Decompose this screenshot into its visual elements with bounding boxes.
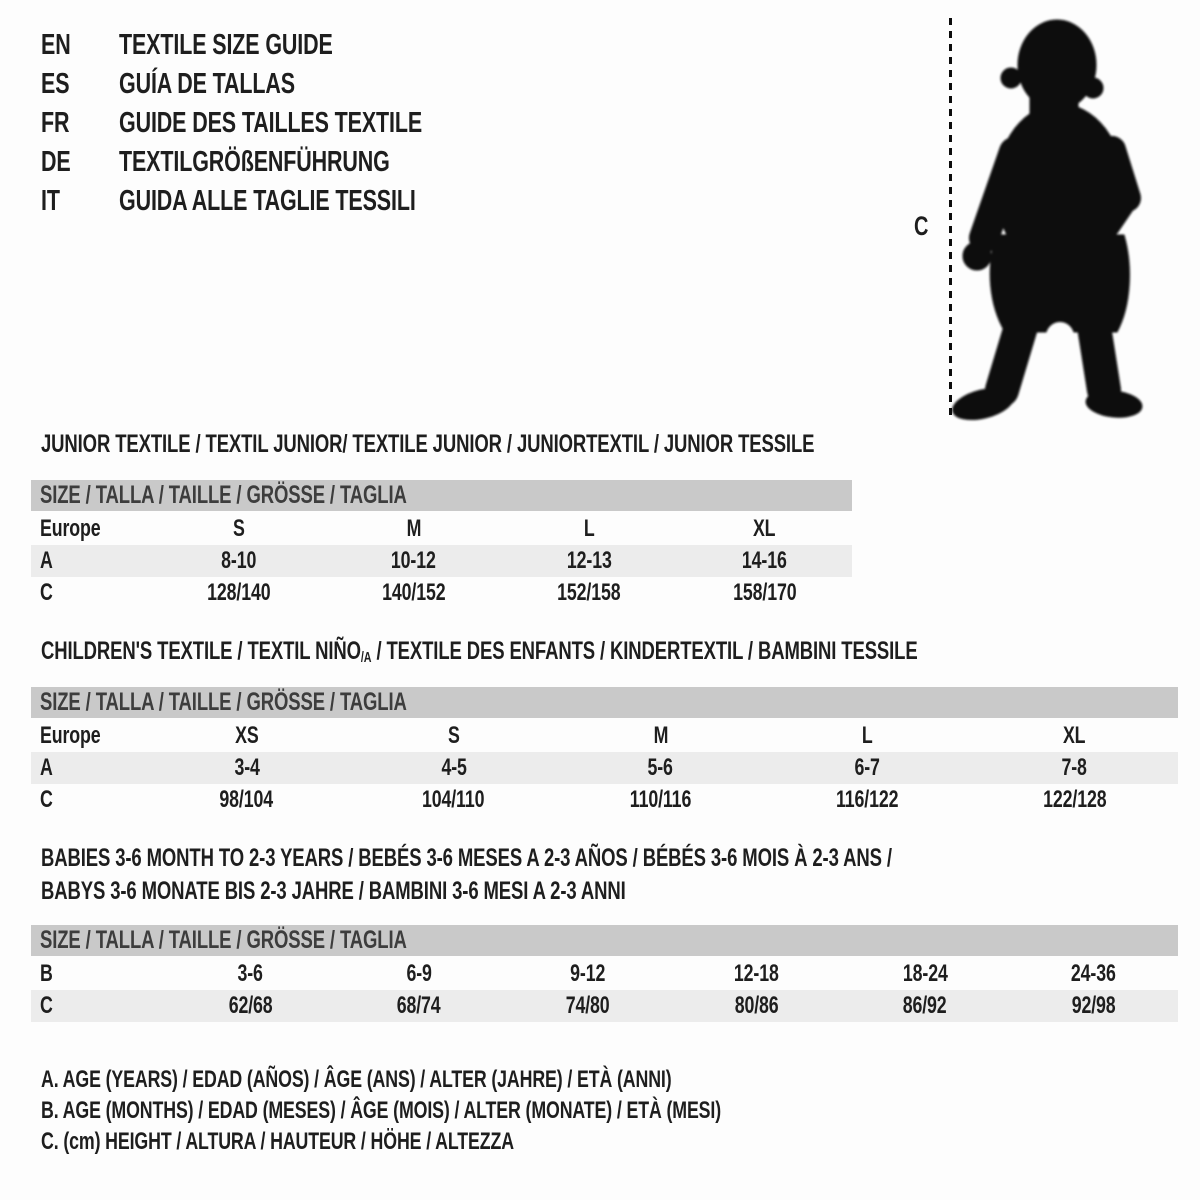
size-value-cell (151, 547, 326, 575)
cell-text: 3-4 (234, 754, 260, 781)
table-row (31, 784, 1178, 816)
cell-text: S (232, 515, 245, 542)
cell-text: 110/116 (629, 786, 692, 813)
cell-text: 5-6 (647, 754, 674, 781)
cell-text: 4-5 (440, 754, 467, 781)
cell-text: 86/92 (903, 992, 947, 1019)
size-header-bar-text: SIZE / TALLA / TAILLE / GRÖSSE / TAGLIA (40, 481, 407, 509)
cell-text: L (862, 722, 873, 749)
size-value-cell (326, 515, 501, 543)
junior-section-title-text: JUNIOR TEXTILE / TEXTIL JUNIOR/ TEXTILE JUNIOR / JUNIORTEXTIL / JUNIOR TESSILE (41, 430, 815, 458)
junior-size-table (31, 480, 852, 609)
table-row (31, 752, 1178, 784)
cell-text: C (40, 579, 53, 606)
size-value-cell (143, 754, 350, 782)
size-value-cell (557, 754, 764, 782)
children-title-post: / TEXTILE DES ENFANTS / KINDERTEXTIL / BAMBINI TESSILE (371, 637, 918, 665)
size-value-cell (971, 754, 1178, 782)
cell-text: XL (1063, 722, 1086, 749)
language-row (41, 104, 529, 143)
language-code: ES (41, 68, 70, 100)
measure-label-text: C (914, 211, 929, 241)
language-title-list (41, 26, 529, 221)
row-label-cell (31, 515, 151, 543)
size-header-bar-text: SIZE / TALLA / TAILLE / GRÖSSE / TAGLIA (40, 926, 407, 954)
size-value-cell (672, 992, 841, 1020)
table-row (31, 990, 1178, 1022)
cell-text: 152/158 (557, 579, 621, 606)
cell-text: 9-12 (570, 960, 606, 987)
size-value-cell (326, 547, 501, 575)
cell-text: 7-8 (1061, 754, 1088, 781)
row-label-cell (31, 579, 151, 607)
size-value-cell (143, 786, 350, 814)
size-value-cell (335, 960, 504, 988)
table-row (31, 545, 852, 577)
language-code: DE (41, 146, 71, 178)
size-value-cell (841, 960, 1010, 988)
size-value-cell (557, 786, 764, 814)
language-code: EN (41, 29, 71, 61)
cell-text: 158/170 (732, 579, 797, 606)
cell-text: Europe (40, 515, 101, 542)
table-row (31, 720, 1178, 752)
size-header-bar (31, 925, 1178, 956)
cell-text: 6-9 (406, 960, 432, 987)
size-value-cell (350, 722, 557, 750)
cell-text: 8-10 (220, 547, 257, 574)
cell-text: 104/110 (422, 786, 485, 813)
cell-text: S (447, 722, 460, 749)
cell-text: 62/68 (228, 992, 273, 1019)
cell-text: 14-16 (741, 547, 787, 574)
language-row (41, 65, 529, 104)
size-value-cell (166, 960, 335, 988)
table-row (31, 513, 852, 545)
cell-text: C (40, 992, 53, 1019)
size-value-cell (151, 515, 326, 543)
size-value-cell (677, 547, 852, 575)
cell-text: 12-13 (566, 547, 612, 574)
cell-text: 80/86 (734, 992, 779, 1019)
children-section-title (41, 638, 1200, 668)
babies-size-table (31, 925, 1178, 1022)
size-value-cell (677, 515, 852, 543)
children-title-pre: CHILDREN'S TEXTILE / TEXTIL NIÑO (41, 637, 361, 665)
size-value-cell (335, 992, 504, 1020)
table-row (31, 577, 852, 609)
babies-section-title (41, 842, 1191, 908)
size-value-cell (971, 786, 1178, 814)
size-value-cell (764, 754, 971, 782)
row-label-cell (31, 992, 166, 1020)
cell-text: L (583, 515, 595, 542)
cell-text: 18-24 (902, 960, 948, 987)
size-value-cell (501, 547, 676, 575)
size-header-bar-text: SIZE / TALLA / TAILLE / GRÖSSE / TAGLIA (40, 688, 407, 716)
cell-text: 3-6 (237, 960, 264, 987)
size-value-cell (166, 992, 335, 1020)
size-value-cell (501, 579, 676, 607)
cell-text: 6-7 (854, 754, 881, 781)
size-value-cell (350, 754, 557, 782)
cell-text: M (653, 722, 668, 749)
cell-text: A (40, 754, 53, 781)
size-value-cell (764, 786, 971, 814)
row-label-cell (31, 754, 143, 782)
cell-text: Europe (40, 722, 101, 749)
babies-title-line2: BABYS 3-6 MONATE BIS 2-3 JAHRE / BAMBINI 3-6 MESI A 2-3 ANNI (41, 877, 626, 905)
size-value-cell (672, 960, 841, 988)
language-row (41, 26, 529, 65)
language-code: FR (41, 107, 70, 139)
size-header-bar (31, 687, 1178, 718)
babies-size-table-body (31, 958, 1178, 1022)
legend-line-c-text: C. (cm) HEIGHT / ALTURA / HAUTEUR / HÖHE / ALTEZZA (41, 1128, 514, 1155)
cell-text: 140/152 (382, 579, 446, 606)
table-row (31, 958, 1178, 990)
cell-text: 10-12 (391, 547, 437, 574)
language-code: IT (41, 185, 60, 217)
junior-size-table-body (31, 513, 852, 609)
size-value-cell (143, 722, 350, 750)
row-label-cell (31, 960, 166, 988)
size-value-cell (503, 960, 672, 988)
size-value-cell (503, 992, 672, 1020)
legend-line-b (41, 1095, 960, 1126)
language-row (41, 182, 529, 221)
legend-line-a-text: A. AGE (YEARS) / EDAD (AÑOS) / ÂGE (ANS) / ALTER (JAHRE) / ETÀ (ANNI) (41, 1066, 672, 1093)
cell-text: 74/80 (565, 992, 610, 1019)
cell-text: 24-36 (1071, 960, 1117, 987)
cell-text: B (40, 960, 53, 987)
row-label-cell (31, 722, 143, 750)
legend-line-c (41, 1126, 960, 1157)
row-label-cell (31, 786, 143, 814)
language-title: GUIDE DES TAILLES TEXTILE (119, 107, 423, 139)
size-value-cell (841, 992, 1010, 1020)
legend-line-a (41, 1064, 960, 1095)
language-title: TEXTILE SIZE GUIDE (119, 29, 333, 61)
size-value-cell (677, 579, 852, 607)
cell-text: A (40, 547, 53, 574)
cell-text: XL (753, 515, 776, 542)
toddler-silhouette-icon (880, 0, 1200, 440)
children-title-subscript: /A (360, 649, 372, 666)
toddler-silhouette-shapes (950, 20, 1144, 425)
row-label-cell (31, 547, 151, 575)
size-value-cell (1009, 992, 1178, 1020)
size-value-cell (557, 722, 764, 750)
size-value-cell (350, 786, 557, 814)
babies-title-line1: BABIES 3-6 MONTH TO 2-3 YEARS / BEBÉS 3-6 MESES A 2-3 AÑOS / BÉBÉS 3-6 MOIS À 2-3 ANS / (41, 844, 892, 872)
cell-text: C (40, 786, 53, 813)
language-title: GUÍA DE TALLAS (119, 68, 295, 100)
cell-text: 98/104 (219, 786, 274, 813)
cell-text: 68/74 (397, 992, 442, 1019)
cell-text: 128/140 (206, 579, 271, 606)
junior-section-title (41, 431, 1086, 457)
legend-line-b-text: B. AGE (MONTHS) / EDAD (MESES) / ÂGE (MOIS) / ALTER (MONATE) / ETÀ (MESI) (41, 1097, 722, 1124)
cell-text: 92/98 (1071, 992, 1116, 1019)
children-section-title-text (41, 638, 918, 668)
size-value-cell (764, 722, 971, 750)
size-value-cell (501, 515, 676, 543)
size-value-cell (326, 579, 501, 607)
cell-text: 122/128 (1042, 786, 1107, 813)
children-size-table-body (31, 720, 1178, 816)
cell-text: 116/122 (836, 786, 899, 813)
children-size-table (31, 687, 1178, 816)
size-header-bar (31, 480, 852, 511)
size-value-cell (971, 722, 1178, 750)
language-row (41, 143, 529, 182)
size-value-cell (1009, 960, 1178, 988)
cell-text: XS (234, 722, 259, 749)
language-title: TEXTILGRÖßENFÜHRUNG (119, 146, 390, 178)
language-title: GUIDA ALLE TAGLIE TESSILI (119, 185, 416, 217)
cell-text: M (406, 515, 422, 542)
measurement-legend (41, 1064, 960, 1157)
cell-text: 12-18 (733, 960, 779, 987)
size-value-cell (151, 579, 326, 607)
